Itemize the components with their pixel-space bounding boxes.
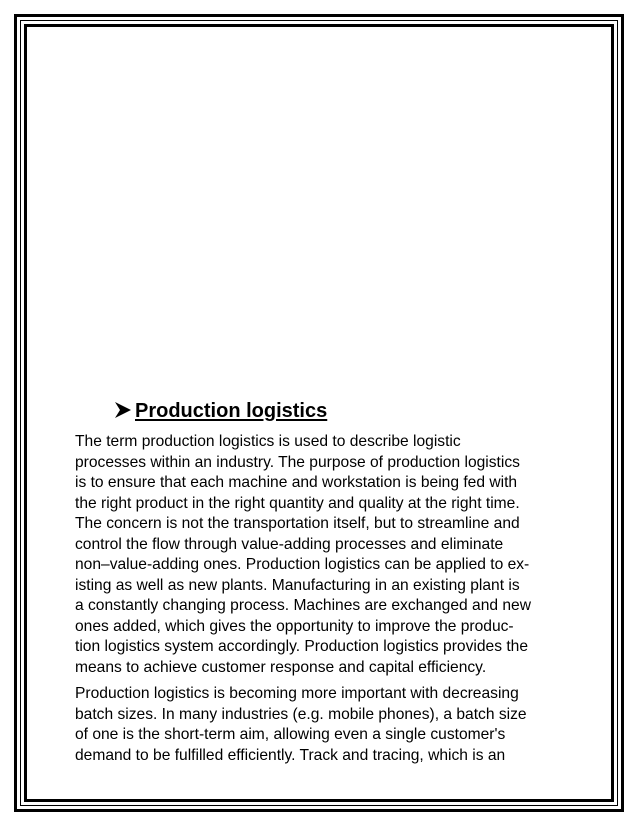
text-line: processes within an industry. The purpose of production logistics [75, 453, 520, 471]
text-line: a constantly changing process. Machines are exchanged and new [75, 597, 531, 614]
body-text [75, 432, 575, 766]
text-line: tion logistics system accordingly. Production logistics provides the [75, 638, 528, 655]
arrowhead-bullet-icon [113, 402, 133, 418]
text-line: means to achieve customer response and capital efficiency. [75, 658, 487, 676]
section-heading [113, 398, 327, 424]
text-line: ones added, which gives the opportunity to improve the produc- [75, 617, 514, 635]
paragraph-1 [75, 432, 575, 678]
text-line: isting as well as new plants. Manufacturing in an existing plant is [75, 576, 520, 594]
text-line: non–value-adding ones. Production logistics can be applied to ex- [75, 556, 530, 573]
text-line: is to ensure that each machine and workstation is being fed with [75, 474, 518, 491]
section-heading-text: Production logistics [135, 400, 328, 422]
text-line: batch sizes. In many industries (e.g. mobile phones), a batch size [75, 705, 527, 723]
text-line: control the flow through value-adding processes and eliminate [75, 535, 504, 553]
text-line: The term production logistics is used to describe logistic [75, 433, 461, 450]
text-line: Production logistics is becoming more important with decreasing [75, 685, 519, 702]
text-line: of one is the short-term aim, allowing even a single customer's [75, 726, 506, 743]
text-line: The concern is not the transportation itself, but to streamline and [75, 515, 520, 532]
text-line: the right product in the right quantity and quality at the right time. [75, 494, 520, 512]
paragraph-2 [75, 684, 575, 766]
text-line: demand to be fulfilled efficiently. Track and tracing, which is an [75, 746, 506, 764]
